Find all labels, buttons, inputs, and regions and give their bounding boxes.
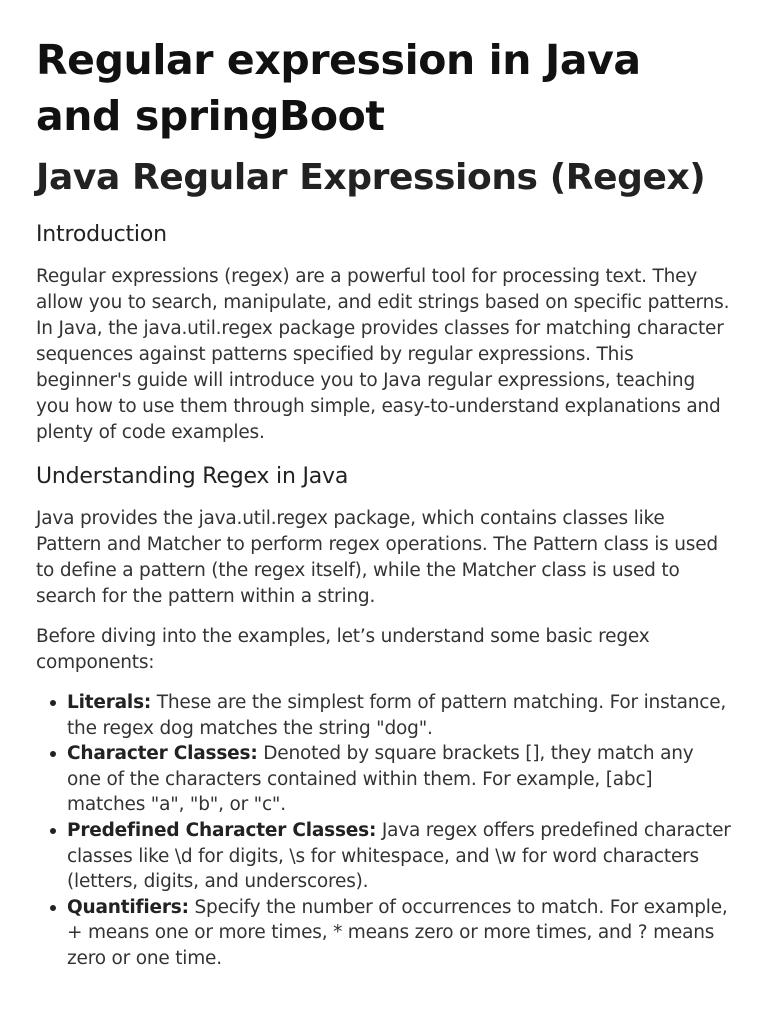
section-heading-introduction: Introduction xyxy=(36,222,167,247)
bullet-icon xyxy=(50,700,56,706)
list-item-quantifiers xyxy=(67,895,732,972)
understanding-regex-paragraph: Java provides the java.util.regex package, which contains classes like Pattern and Matcher to perform regex operations. The Pattern class is used to define a pattern (the regex itself), while the Matcher class is used to search for the pattern within a string. xyxy=(36,508,718,607)
list-item-text: Denoted by square brackets [], they match any one of the characters contained within them. For example, [abc] matches "a", "b", or "c". xyxy=(67,743,694,816)
list-item-text: Specify the number of occurrences to match. For example, + means one or more times, * means zero or more times, and ? means zero or one time. xyxy=(67,896,728,969)
regex-components-list xyxy=(36,690,732,972)
section-heading-understanding-regex: Understanding Regex in Java xyxy=(36,464,349,489)
document-title: Regular expression in Java and springBoot xyxy=(36,36,641,140)
bullet-icon xyxy=(50,905,56,911)
regex-components-intro-paragraph: Before diving into the examples, let’s understand some basic regex components: xyxy=(36,626,650,673)
list-item-term: Predefined Character Classes: xyxy=(67,819,377,841)
list-item-literals xyxy=(67,690,732,741)
list-item-predefined-character-classes xyxy=(67,818,732,895)
document-subtitle: Java Regular Expressions (Regex) xyxy=(36,157,706,198)
introduction-paragraph: Regular expressions (regex) are a powerful tool for processing text. They allow you to search, manipulate, and edit strings based on specific patterns. In Java, the java.util.regex package provides classes for matching character sequences against patterns specified by regular expressions. This beginner's guide will introduce you to Java regular expressions, teaching you how to use them through simple, easy-to-understand explanations and plenty of code examples. xyxy=(36,266,730,443)
bullet-icon xyxy=(50,751,56,757)
list-item-term: Literals: xyxy=(67,692,152,713)
list-item-character-classes xyxy=(67,741,732,818)
bullet-icon xyxy=(50,828,56,834)
list-item-term: Quantifiers: xyxy=(67,896,189,918)
list-item-text: These are the simplest form of pattern matching. For instance, the regex dog matches the string "dog". xyxy=(67,692,727,739)
list-item-text: Java regex offers predefined character classes like \d for digits, \s for whitespace, and \w for word characters (letters, digits, and underscores). xyxy=(67,819,731,893)
list-item-term: Character Classes: xyxy=(67,743,258,765)
